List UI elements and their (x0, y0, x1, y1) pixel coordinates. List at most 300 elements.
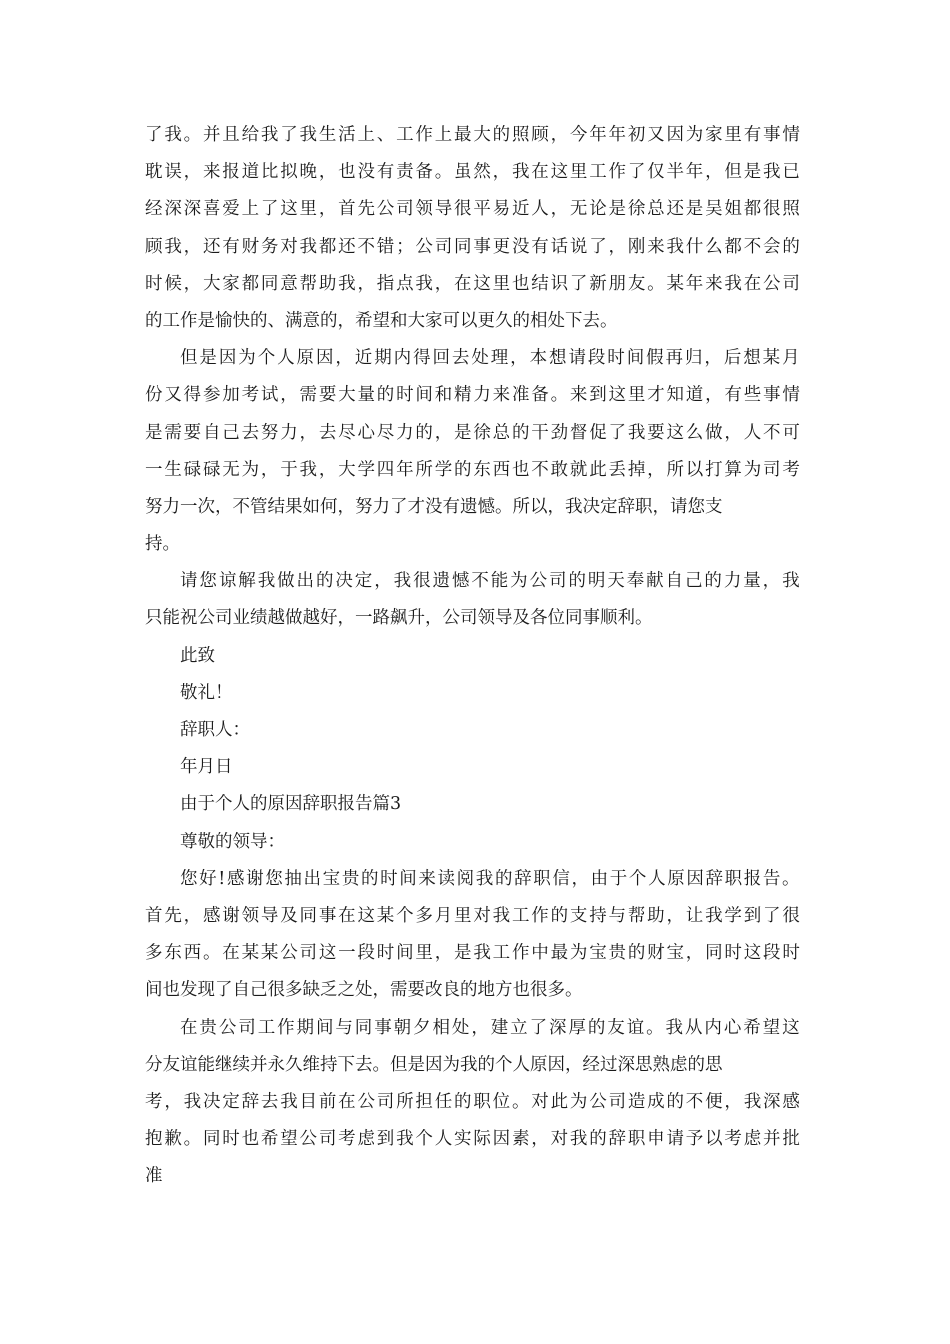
glyph: 学 (434, 459, 453, 480)
glyph: 不 (685, 1091, 704, 1112)
glyph: 拟 (280, 162, 298, 183)
glyph: 的 (782, 236, 800, 257)
text-line: 间也发现了自己很多缺乏之处，需要改良的地方也很多。 (145, 980, 583, 1001)
glyph: 这 (280, 199, 298, 220)
glyph: ， (550, 125, 569, 145)
glyph: 同 (260, 273, 279, 294)
glyph: 公 (529, 571, 548, 592)
glyph: 。 (511, 1091, 530, 1112)
glyph: 予 (685, 1129, 704, 1150)
glyph: 时 (380, 868, 398, 889)
glyph: 有 (376, 162, 395, 183)
glyph: 候 (164, 273, 182, 294)
glyph: 徐 (627, 199, 646, 220)
glyph: 读 (437, 868, 456, 889)
glyph: 前 (318, 1091, 337, 1112)
glyph: 仅 (647, 162, 665, 183)
glyph: 是 (199, 348, 217, 369)
glyph: 丢 (608, 459, 626, 480)
glyph: 帮 (627, 905, 646, 926)
glyph: 请 (666, 1129, 684, 1150)
glyph: 活 (338, 125, 356, 145)
glyph: 到 (589, 385, 607, 406)
glyph: 是 (608, 199, 626, 220)
document-page (145, 117, 800, 1195)
glyph: 比 (260, 162, 279, 183)
glyph: 为 (241, 459, 260, 480)
glyph: 且 (222, 125, 240, 145)
glyph: 阅 (456, 868, 475, 889)
glyph: 不 (743, 236, 762, 257)
glyph: 领 (241, 905, 260, 926)
glyph: 这 (357, 905, 375, 926)
glyph: 定 (222, 1091, 240, 1112)
glyph: 也 (241, 1129, 260, 1150)
glyph: 来 (705, 273, 723, 294)
glyph: 情 (782, 385, 800, 406)
glyph: 来 (492, 385, 511, 406)
glyph: 不 (763, 422, 781, 443)
glyph: 我 (492, 905, 511, 926)
glyph: 算 (724, 459, 742, 480)
paragraph-3 (145, 563, 800, 637)
glyph: 是 (454, 943, 472, 964)
glyph: 导 (260, 905, 279, 926)
glyph: 一 (338, 943, 356, 964)
glyph: 助 (647, 905, 665, 926)
glyph: 辞 (241, 1091, 260, 1112)
glyph: 时 (396, 385, 414, 406)
glyph: 定 (354, 571, 373, 592)
glyph: 人 (434, 1129, 453, 1150)
glyph: 时 (782, 943, 800, 964)
glyph: 考 (241, 385, 260, 406)
glyph: 时 (724, 943, 742, 964)
glyph: 献 (646, 571, 664, 592)
glyph: 理 (490, 348, 509, 369)
glyph: ， (183, 905, 202, 926)
glyph: 考 (145, 1091, 163, 1112)
glyph: 公 (763, 273, 781, 294)
glyph: 我 (338, 273, 356, 294)
glyph: 支 (569, 905, 588, 926)
glyph: 喜 (202, 199, 221, 220)
glyph: 对 (550, 1129, 569, 1150)
glyph: 的 (492, 125, 511, 145)
glyph: 无 (569, 199, 588, 220)
glyph: 我 (164, 236, 182, 257)
glyph: 我 (705, 905, 723, 926)
glyph: 了 (260, 199, 279, 220)
glyph: 这 (473, 273, 491, 294)
glyph: 工 (511, 905, 530, 926)
glyph: ， (704, 348, 722, 369)
glyph: 时 (222, 1129, 240, 1150)
glyph: 力 (723, 571, 742, 592)
glyph: 总 (647, 199, 665, 220)
glyph: 司 (376, 1091, 395, 1112)
glyph: 导 (434, 199, 453, 220)
glyph: 还 (338, 236, 356, 257)
glyph: 事 (374, 1017, 392, 1038)
glyph: 年 (589, 125, 607, 145)
glyph: 作 (531, 905, 549, 926)
glyph: 我 (299, 459, 317, 480)
glyph: 很 (763, 199, 781, 220)
glyph: 夕 (413, 1017, 431, 1038)
glyph: 我 (299, 236, 317, 257)
glyph: 的 (511, 422, 530, 443)
glyph: 首 (145, 905, 163, 926)
glyph: ， (762, 571, 781, 592)
glyph: 为 (238, 348, 256, 369)
text-line: 努力一次，不管结果如何，努力了才没有遗憾。所以，我决定辞职，请您支 (145, 496, 723, 517)
glyph: 以 (685, 459, 704, 480)
text-line (145, 861, 800, 898)
glyph: 里 (724, 125, 742, 145)
glyph: 决 (335, 571, 353, 592)
glyph: 了 (280, 125, 298, 145)
glyph: 希 (260, 1129, 279, 1150)
glyph: 间 (315, 1017, 334, 1038)
glyph: 段 (587, 348, 606, 369)
glyph: 这 (743, 943, 762, 964)
glyph: 点 (396, 273, 414, 294)
glyph: 谢 (222, 905, 240, 926)
glyph: 并 (763, 1129, 781, 1150)
glyph: 让 (685, 905, 704, 926)
text-line (145, 1084, 800, 1121)
glyph: 内 (393, 348, 412, 369)
glyph: 上 (434, 125, 453, 145)
glyph: 职 (533, 868, 551, 889)
glyph: 在 (531, 162, 549, 183)
glyph: 虑 (357, 1129, 375, 1150)
glyph: 的 (376, 385, 395, 406)
glyph: 公 (589, 1091, 607, 1112)
glyph: 的 (550, 905, 569, 926)
glyph: 。 (647, 273, 665, 294)
glyph: 不 (471, 571, 489, 592)
glyph: 的 (704, 571, 722, 592)
glyph: 什 (685, 236, 704, 257)
glyph: 。 (183, 1129, 202, 1150)
text-line (145, 229, 800, 266)
glyph: 公 (357, 1091, 375, 1112)
glyph: 作 (277, 1017, 295, 1038)
glyph: 个 (415, 1129, 433, 1150)
glyph: 个 (396, 905, 414, 926)
glyph: 感 (226, 868, 245, 889)
glyph: 需 (164, 422, 182, 443)
glyph: 来 (202, 162, 221, 183)
glyph: 备 (415, 162, 433, 183)
glyph: 贵 (341, 868, 360, 889)
glyph: 备 (531, 385, 549, 406)
glyph: 家 (222, 273, 240, 294)
glyph: 要 (647, 422, 665, 443)
glyph: 了 (608, 422, 626, 443)
glyph: 里 (415, 943, 433, 964)
glyph: 责 (396, 162, 414, 183)
glyph: 到 (376, 1129, 395, 1150)
glyph: 处 (471, 348, 489, 369)
glyph: 说 (569, 236, 588, 257)
glyph: 四 (376, 459, 395, 480)
glyph: 同 (705, 943, 723, 964)
glyph: ， (280, 385, 298, 406)
glyph: ， (510, 348, 528, 369)
glyph: 宝 (666, 943, 684, 964)
glyph: 又 (164, 385, 182, 406)
text-line: 准 (145, 1166, 163, 1187)
glyph: 在 (180, 1017, 198, 1038)
glyph: 同 (202, 1129, 221, 1150)
glyph: 份 (145, 385, 163, 406)
glyph: 我 (396, 1129, 414, 1150)
glyph: 么 (705, 236, 723, 257)
glyph: 都 (724, 236, 742, 257)
glyph: 您 (199, 571, 217, 592)
glyph: 易 (492, 199, 511, 220)
glyph: 努 (260, 422, 279, 443)
glyph: 时 (376, 943, 395, 964)
glyph: 晚 (299, 162, 317, 183)
glyph: 没 (511, 236, 530, 257)
glyph: 为 (685, 125, 704, 145)
glyph: 是 (685, 199, 704, 220)
glyph: 原 (296, 348, 315, 369)
glyph: 辞 (705, 868, 723, 889)
glyph: 明 (587, 571, 606, 592)
glyph: 很 (413, 571, 431, 592)
glyph: 抽 (284, 868, 302, 889)
glyph: 我 (393, 571, 412, 592)
paragraph-5 (145, 1010, 800, 1196)
glyph: 然 (473, 162, 491, 183)
glyph: 并 (202, 125, 221, 145)
glyph: 报 (222, 162, 240, 183)
glyph: 所 (415, 459, 433, 480)
glyph: 作 (415, 125, 433, 145)
paragraph-4 (145, 861, 800, 1010)
glyph: 助 (318, 273, 337, 294)
glyph: 碌 (183, 459, 202, 480)
glyph: 厚 (568, 1017, 586, 1038)
glyph: 段 (357, 943, 375, 964)
text-line (145, 154, 800, 191)
glyph: 论 (589, 199, 607, 220)
glyph: 任 (434, 1091, 453, 1112)
glyph: 司 (238, 1017, 256, 1038)
glyph: 东 (473, 459, 491, 480)
glyph: 在 (454, 273, 472, 294)
glyph: 学 (357, 459, 375, 480)
glyph: 某 (260, 943, 279, 964)
glyph: 力 (396, 422, 414, 443)
glyph: 我 (665, 1017, 684, 1038)
section-title: 由于个人的原因辞职报告篇3 (180, 794, 402, 815)
glyph: 间 (626, 348, 645, 369)
glyph: 无 (222, 459, 240, 480)
glyph: 工 (589, 162, 607, 183)
glyph: 我 (260, 125, 279, 145)
glyph: 解 (238, 571, 256, 592)
glyph: 了 (569, 273, 588, 294)
glyph: 月 (782, 348, 800, 369)
date-line: 年月日 (180, 757, 233, 778)
glyph: 职 (627, 1129, 646, 1150)
glyph: 际 (473, 1129, 491, 1150)
glyph: 某 (376, 905, 395, 926)
text-line (145, 898, 800, 935)
glyph: 您 (265, 868, 283, 889)
glyph: 便 (705, 1091, 723, 1112)
glyph: 是 (743, 162, 762, 183)
glyph: 都 (241, 273, 260, 294)
glyph: 年 (608, 125, 626, 145)
glyph: 造 (627, 1091, 646, 1112)
glyph: 段 (763, 943, 781, 964)
glyph: 某 (241, 943, 260, 964)
glyph: 告 (762, 868, 781, 889)
closing-regards: 敬礼！ (180, 682, 233, 703)
glyph: 我 (763, 162, 781, 183)
glyph: ， (434, 943, 453, 964)
glyph: 为 (569, 943, 588, 964)
glyph: 司 (763, 459, 781, 480)
glyph: 己 (222, 422, 240, 443)
glyph: 顾 (531, 125, 549, 145)
glyph: 好 (199, 868, 217, 889)
glyph: ， (164, 1091, 182, 1112)
glyph: 同 (354, 1017, 373, 1038)
glyph: 我 (299, 125, 317, 145)
glyph: 这 (608, 385, 626, 406)
glyph: 天 (607, 571, 625, 592)
glyph: 错 (376, 236, 395, 257)
glyph: 经 (145, 199, 163, 220)
glyph: 与 (608, 905, 626, 926)
glyph: ， (335, 348, 353, 369)
glyph: 在 (743, 273, 762, 294)
glyph: 里 (569, 162, 588, 183)
text-line (145, 377, 800, 414)
glyph: 贵 (608, 943, 626, 964)
glyph: 里 (299, 199, 317, 220)
glyph: 从 (684, 1017, 703, 1038)
glyph: 己 (684, 571, 703, 592)
text-line (145, 563, 800, 600)
glyph: 深 (763, 1091, 781, 1112)
glyph: 再 (665, 348, 684, 369)
glyph: 持 (589, 905, 607, 926)
glyph: 做 (277, 571, 295, 592)
glyph: 才 (647, 385, 665, 406)
glyph: 这 (782, 1017, 800, 1038)
glyph: 情 (782, 125, 800, 145)
glyph: 。 (782, 868, 800, 889)
glyph: 信 (552, 868, 570, 889)
glyph: 我 (724, 273, 742, 294)
glyph: 来 (569, 385, 588, 406)
glyph: 已 (782, 162, 800, 183)
glyph: 帮 (299, 273, 317, 294)
glyph: 照 (511, 125, 530, 145)
glyph: 生 (318, 125, 337, 145)
glyph: 些 (743, 385, 762, 406)
glyph: 需 (299, 385, 317, 406)
glyph: ， (183, 273, 202, 294)
glyph: 职 (473, 1091, 491, 1112)
glyph: 有 (531, 236, 549, 257)
glyph: ， (705, 385, 723, 406)
glyph: 得 (183, 385, 202, 406)
glyph: 的 (494, 868, 513, 889)
glyph: 司 (434, 236, 453, 257)
glyph: ， (608, 236, 626, 257)
glyph: 大 (202, 273, 221, 294)
glyph: 人 (743, 422, 762, 443)
glyph: 为 (743, 459, 762, 480)
glyph: 会 (763, 236, 781, 257)
glyph: 考 (338, 1129, 356, 1150)
closing-salutation: 此致 (180, 645, 215, 666)
glyph: 相 (432, 1017, 450, 1038)
glyph: 因 (492, 1129, 511, 1150)
glyph: 西 (183, 943, 202, 964)
text-line: 分友谊能继续并永久维持下去。但是因为我的个人原因，经过深思熟虑的思 (145, 1054, 723, 1075)
glyph: 的 (415, 422, 433, 443)
glyph: 。 (202, 943, 221, 964)
glyph: 在 (222, 943, 240, 964)
glyph: 个 (628, 868, 647, 889)
glyph: 最 (454, 125, 472, 145)
text-line: 只能祝公司业绩越做越好，一路飙升，公司领导及各位同事顺利。 (145, 608, 653, 629)
glyph: 宝 (589, 943, 607, 964)
glyph: 人 (648, 868, 666, 889)
glyph: 结 (531, 273, 549, 294)
glyph: 处 (451, 1017, 470, 1038)
glyph: 感 (782, 1091, 800, 1112)
glyph: 姐 (724, 199, 742, 220)
glyph: 照 (782, 199, 800, 220)
text-line (145, 266, 800, 303)
glyph: 因 (315, 348, 334, 369)
glyph: 的 (568, 571, 586, 592)
glyph: 事 (763, 385, 781, 406)
glyph: 心 (357, 422, 375, 443)
glyph: 上 (357, 125, 375, 145)
glyph: 同 (454, 236, 472, 257)
glyph: ， (374, 571, 392, 592)
glyph: 精 (454, 385, 472, 406)
glyph: 还 (666, 199, 684, 220)
glyph: 徐 (473, 422, 491, 443)
glyph: 上 (241, 199, 260, 220)
glyph: 间 (396, 943, 414, 964)
glyph: 想 (743, 348, 761, 369)
glyph: 就 (569, 459, 588, 480)
glyph: 量 (743, 571, 761, 592)
glyph: 都 (743, 199, 762, 220)
glyph: 希 (743, 1017, 761, 1038)
glyph: 很 (782, 905, 800, 926)
glyph: 去 (260, 1091, 279, 1112)
glyph: 因 (218, 348, 237, 369)
glyph: ， (318, 459, 337, 480)
glyph: 事 (763, 125, 781, 145)
